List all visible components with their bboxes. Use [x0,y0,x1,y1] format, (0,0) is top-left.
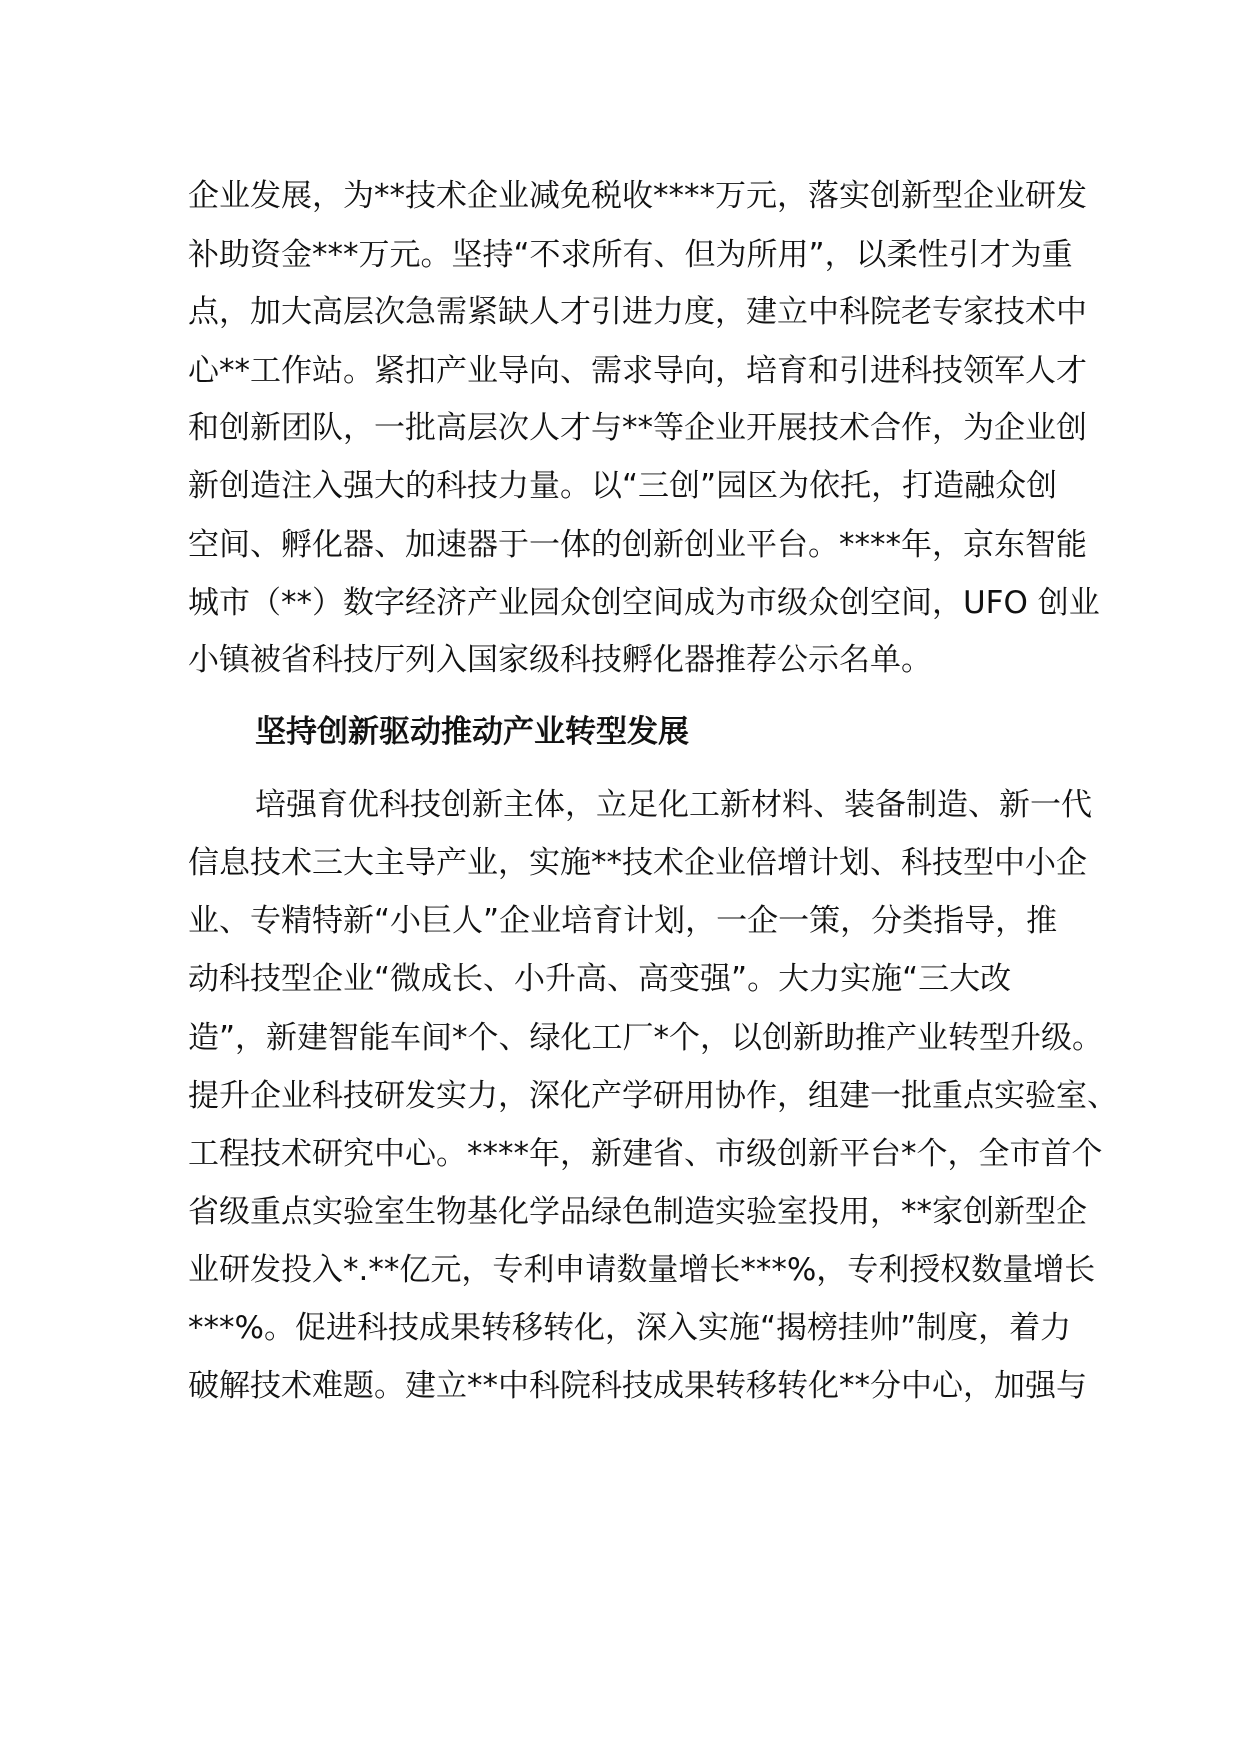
text-line: 城市（**）数字经济产业园众创空间成为市级众创空间，UFO 创业 [188,585,1100,621]
text-line: 工程技术研究中心。****年，新建省、市级创新平台*个，全市首个 [188,1136,1103,1172]
text-line: 企业发展，为**技术企业减免税收****万元，落实创新型企业研发 [188,178,1087,214]
text-line: 点，加大高层次急需紧缺人才引进力度，建立中科院老专家技术中 [188,294,1087,330]
text-line: 省级重点实验室生物基化学品绿色制造实验室投用，**家创新型企 [188,1194,1087,1230]
text-line: 补助资金***万元。坚持“不求所有、但为所用”，以柔性引才为重 [188,237,1073,273]
text-line: 空间、孵化器、加速器于一体的创新创业平台。****年，京东智能 [188,527,1087,563]
text-line: 提升企业科技研发实力，深化产学研用协作，组建一批重点实验室、 [188,1078,1118,1114]
text-line: 造”，新建智能车间*个、绿化工厂*个，以创新助推产业转型升级。 [188,1020,1104,1056]
text-line: 业、专精特新“小巨人”企业培育计划，一企一策，分类指导，推 [188,903,1058,939]
text-line: 小镇被省科技厅列入国家级科技孵化器推荐公示名单。 [188,642,932,678]
text-line: 心**工作站。紧扣产业导向、需求导向，培育和引进科技领军人才 [188,353,1087,389]
section-heading: 坚持创新驱动推动产业转型发展 [255,714,689,750]
text-line: 破解技术难题。建立**中科院科技成果转移转化**分中心，加强与 [188,1368,1087,1404]
text-line: 和创新团队，一批高层次人才与**等企业开展技术合作，为企业创 [188,410,1087,446]
text-line: 培强育优科技创新主体，立足化工新材料、装备制造、新一代 [255,787,1092,823]
text-line: 业研发投入*.**亿元，专利申请数量增长***%，专利授权数量增长 [188,1252,1096,1288]
text-line: ***%。促进科技成果转移转化，深入实施“揭榜挂帅”制度，着力 [188,1310,1072,1346]
text-line: 动科技型企业“微成长、小升高、高变强”。大力实施“三大改 [188,961,1012,997]
text-line: 信息技术三大主导产业，实施**技术企业倍增计划、科技型中小企 [188,845,1087,881]
text-line: 新创造注入强大的科技力量。以“三创”园区为依托，打造融众创 [188,468,1058,504]
